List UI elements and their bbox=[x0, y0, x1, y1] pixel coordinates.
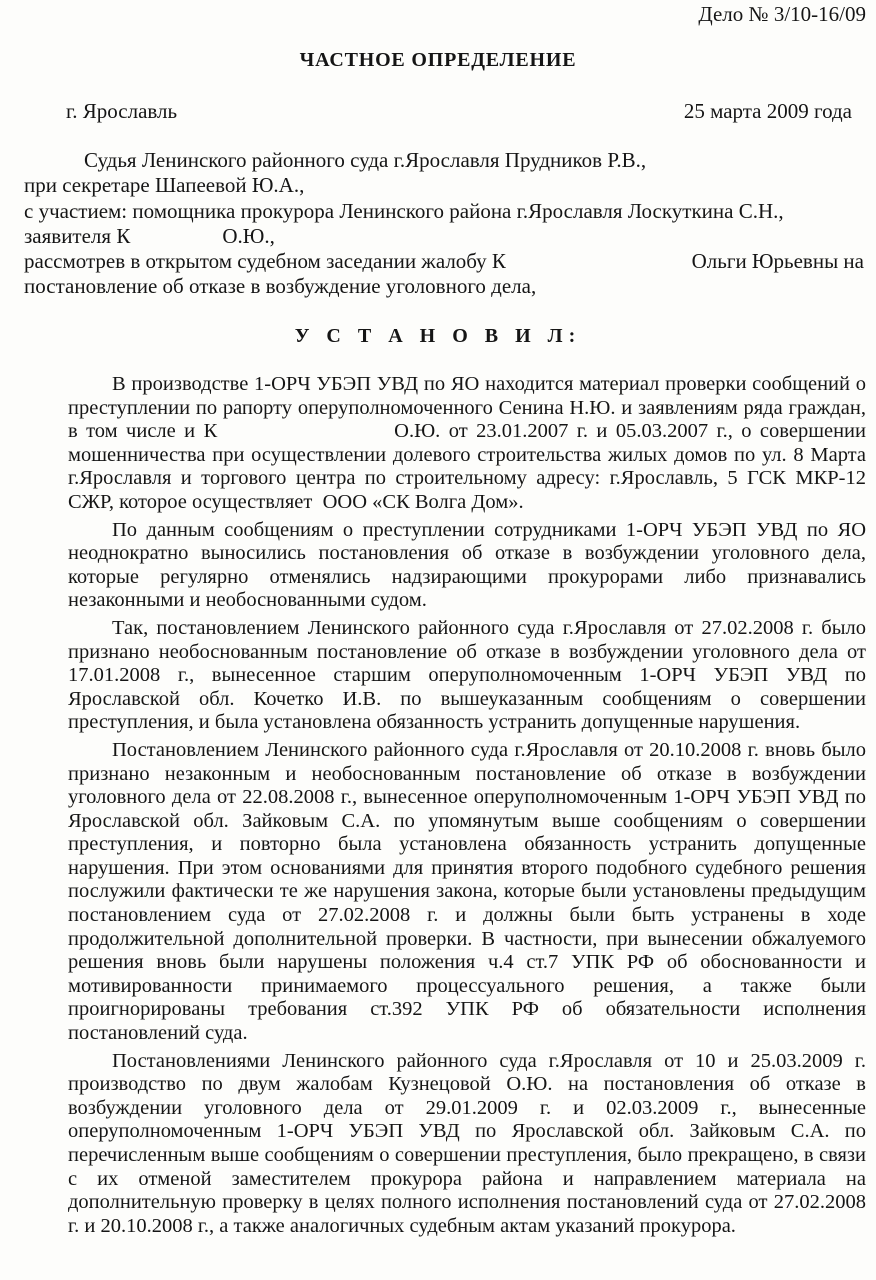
text-line: незаконными и необоснованными судом. bbox=[68, 589, 427, 612]
case-number: Дело № 3/10-16/09 bbox=[698, 2, 866, 26]
text-line: нарушения. При этом основаниями для принятия второго подобного судебного решения bbox=[68, 856, 866, 879]
paragraph-2 bbox=[24, 519, 866, 613]
applicant-initials: О.Ю., bbox=[222, 224, 275, 248]
intro-secretary: при секретаре Шапеевой Ю.А., bbox=[24, 173, 305, 197]
intro-applicant bbox=[24, 224, 864, 249]
text-line: дополнительную проверку в целях полного исполнения постановлений суда от 27.02.2008 bbox=[68, 1191, 866, 1214]
text-line: неоднократно выносились постановления об отказе в возбуждении уголовного дела, bbox=[68, 542, 866, 565]
text-line: Так, постановлением Ленинского районного суда г.Ярославля от 27.02.2008 г. было bbox=[112, 616, 866, 639]
text-line: возбуждении уголовного дела от 29.01.2009 г. и 02.03.2009 г., вынесенные bbox=[68, 1096, 866, 1119]
text-line: перечисленным выше сообщениям о совершении преступления, было прекращено, в связи bbox=[68, 1144, 866, 1166]
text-line: г. и 20.10.2008 г., а также аналогичных судебным актам указаний прокурора. bbox=[68, 1214, 736, 1237]
text-line: Ярославской обл. Зайковым С.А. по упомянутым выше сообщениям о совершении bbox=[68, 809, 866, 832]
text-line: продолжительной дополнительной проверки. В частности, при вынесении обжалуемого bbox=[68, 927, 866, 950]
paragraph-1 bbox=[24, 373, 866, 515]
text-line: решения вновь были нарушены положения ч.4 ст.7 УПК РФ об обоснованности и bbox=[68, 951, 866, 974]
intro-judge: Судья Ленинского районного суда г.Ярославля Прудников Р.В., bbox=[84, 148, 647, 172]
text-line: оперуполномоченным 1-ОРЧ УБЭП УВД по Ярославской обл. Зайковым С.А. по bbox=[68, 1120, 866, 1143]
text-line: которые регулярно отменялись надзирающими прокурорами либо признавались bbox=[68, 565, 866, 588]
applicant-label: заявителя К bbox=[24, 224, 131, 248]
text-line: признано незаконным и необоснованным постановление об отказе в возбуждении bbox=[68, 762, 866, 785]
text-line: в том числе и К О.Ю. от 23.01.2007 г. и 05.03.2007 г., о совершении bbox=[68, 420, 866, 443]
section-heading: У С Т А Н О В И Л: bbox=[294, 325, 582, 347]
text-line: признано необоснованным постановление об отказе в возбуждении уголовного дела от bbox=[68, 640, 866, 663]
paragraph-3 bbox=[24, 617, 866, 735]
text-line: преступлении по рапорту оперуполномоченного Сенина Н.Ю. и заявлениям ряда граждан, bbox=[68, 396, 866, 419]
intro-considered bbox=[24, 249, 864, 274]
text-line: с их отменой заместителем прокурора района и направлением материала на bbox=[68, 1167, 866, 1190]
text-line: Постановлением Ленинского районного суда г.Ярославля от 20.10.2008 г. вновь было bbox=[112, 738, 866, 761]
text-line: По данным сообщениям о преступлении сотрудниками 1-ОРЧ УБЭП УВД по ЯО bbox=[112, 518, 866, 541]
text-line: г.Ярославля и торгового центра по строительному адресу: г.Ярославль, 5 ГСК МКР-12 bbox=[68, 467, 866, 490]
text-line: 17.01.2008 г., вынесенное старшим оперуполномоченным 1-ОРЧ УБЭП УВД по bbox=[68, 664, 866, 687]
text-line: СЖР, которое осуществляет ООО «СК Волга Дом». bbox=[68, 490, 524, 513]
text-line: постановлений суда. bbox=[68, 1022, 248, 1045]
text-line: производство по двум жалобам Кузнецовой О.Ю. на постановления об отказе в bbox=[68, 1073, 866, 1096]
text-line: уголовного дела от 22.08.2008 г., вынесенное оперуполномоченным 1-ОРЧ УБЭП УВД по bbox=[68, 786, 866, 809]
document-title: ЧАСТНОЕ ОПРЕДЕЛЕНИЕ bbox=[299, 49, 577, 71]
text-line: послужили фактически те же нарушения закона, которые были установлены предыдущим bbox=[68, 880, 866, 903]
paragraph-4 bbox=[24, 739, 866, 1046]
intro-participation: с участием: помощника прокурора Ленинского района г.Ярославля Лоскуткина С.Н., bbox=[24, 199, 784, 223]
intro-considered-end: постановление об отказе в возбуждение уголовного дела, bbox=[24, 274, 537, 298]
considered-right: Ольги Юрьевны на bbox=[691, 249, 864, 273]
text-line: преступления, и повторно была установлена обязанность устранить допущенные bbox=[68, 833, 866, 856]
text-line: мотивированности принимаемого процессуального решения, а также были bbox=[68, 974, 866, 997]
text-line: постановлением суда от 27.02.2008 г. и должны были быть устранены в ходе bbox=[68, 904, 866, 927]
paragraph-5 bbox=[24, 1050, 866, 1239]
document-body bbox=[24, 373, 866, 1238]
considered-left: рассмотрев в открытом судебном заседании жалобу К bbox=[24, 249, 506, 273]
document-date: 25 марта 2009 года bbox=[683, 99, 852, 123]
text-line: преступления, и была установлена обязанность устранить допущенные нарушения. bbox=[68, 711, 801, 734]
text-line: проигнорированы требования ст.392 УПК РФ об обязательности исполнения bbox=[68, 998, 866, 1021]
text-line: В производстве 1-ОРЧ УБЭП УВД по ЯО находится материал проверки сообщений о bbox=[112, 373, 866, 395]
text-line: Ярославской обл. Кочетко И.В. по вышеуказанным сообщениям о совершении bbox=[68, 687, 866, 710]
city: г. Ярославль bbox=[66, 99, 178, 123]
text-line: Постановлениями Ленинского районного суда г.Ярославля от 10 и 25.03.2009 г. bbox=[112, 1049, 866, 1072]
text-line: мошенничества при осуществлении долевого строительства жилых домов по ул. 8 Марта bbox=[68, 443, 866, 466]
